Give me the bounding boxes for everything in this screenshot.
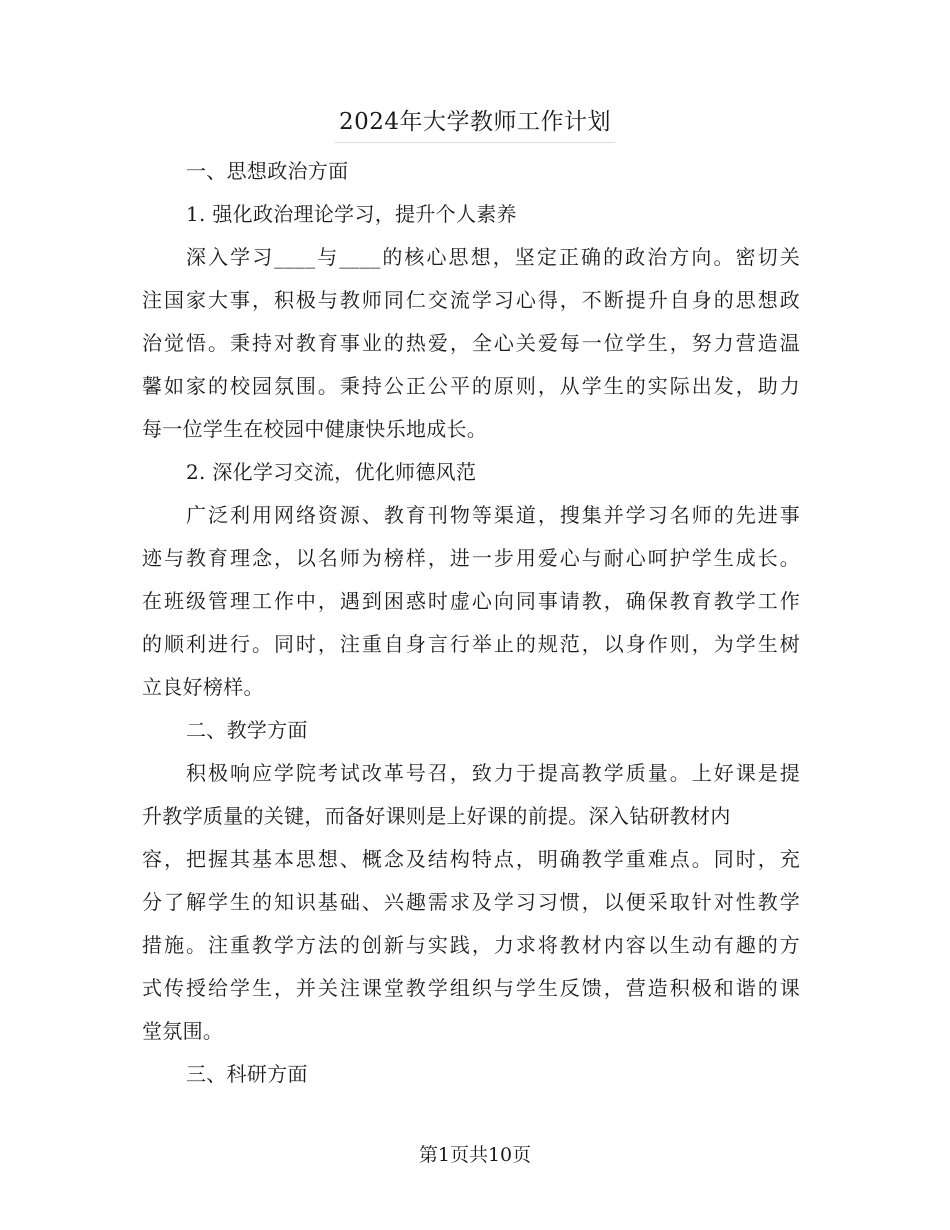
title-container xyxy=(0,102,950,143)
document-title: 2024年大学教师工作计划 xyxy=(335,102,615,143)
section-heading: 一、思想政治方面 xyxy=(186,159,349,183)
body-text-line: 分了解学生的知识基础、兴趣需求及学习习惯，以便采取针对性教学 xyxy=(142,890,800,914)
body-text-line: 迹与教育理念，以名师为榜样，进一步用爱心与耐心呵护学生成长。 xyxy=(142,546,800,570)
section-heading: 1. 强化政治理论学习，提升个人素养 xyxy=(186,202,517,226)
body-text-line: 深入学习____与____的核心思想，坚定正确的政治方向。密切关 xyxy=(186,245,800,269)
body-text-line: 容，把握其基本思想、概念及结构特点，明确教学重难点。同时，充 xyxy=(142,847,800,871)
body-text-line: 式传授给学生，并关注课堂教学组织与学生反馈，营造积极和谐的课 xyxy=(142,976,800,1000)
body-text-line: 升教学质量的关键，而备好课则是上好课的前提。深入钻研教材内 xyxy=(142,804,731,828)
page-number-footer: 第1页共10页 xyxy=(418,1144,532,1166)
body-text-line: 措施。注重教学方法的创新与实践，力求将教材内容以生动有趣的方 xyxy=(142,933,800,957)
body-text-line: 每一位学生在校园中健康快乐地成长。 xyxy=(142,417,488,441)
body-text-line: 立良好榜样。 xyxy=(142,675,264,699)
body-text-line: 的顺利进行。同时，注重自身言行举止的规范，以身作则，为学生树 xyxy=(142,632,800,656)
section-heading: 三、科研方面 xyxy=(186,1062,308,1086)
body-text-line: 注国家大事，积极与教师同仁交流学习心得，不断提升自身的思想政 xyxy=(142,288,800,312)
section-heading: 2. 深化学习交流，优化师德风范 xyxy=(186,460,477,484)
document-body xyxy=(142,150,800,1096)
body-text-line: 治觉悟。秉持对教育事业的热爱，全心关爱每一位学生，努力营造温 xyxy=(142,331,800,355)
section-heading: 二、教学方面 xyxy=(186,718,308,742)
body-text-line: 积极响应学院考试改革号召，致力于提高教学质量。上好课是提 xyxy=(186,761,800,785)
body-text-line: 广泛利用网络资源、教育刊物等渠道，搜集并学习名师的先进事 xyxy=(186,503,800,527)
body-text-line: 馨如家的校园氛围。秉持公正公平的原则，从学生的实际出发，助力 xyxy=(142,374,800,398)
body-text-line: 堂氛围。 xyxy=(142,1019,224,1043)
body-text-line: 在班级管理工作中，遇到困惑时虚心向同事请教，确保教育教学工作 xyxy=(142,589,800,613)
